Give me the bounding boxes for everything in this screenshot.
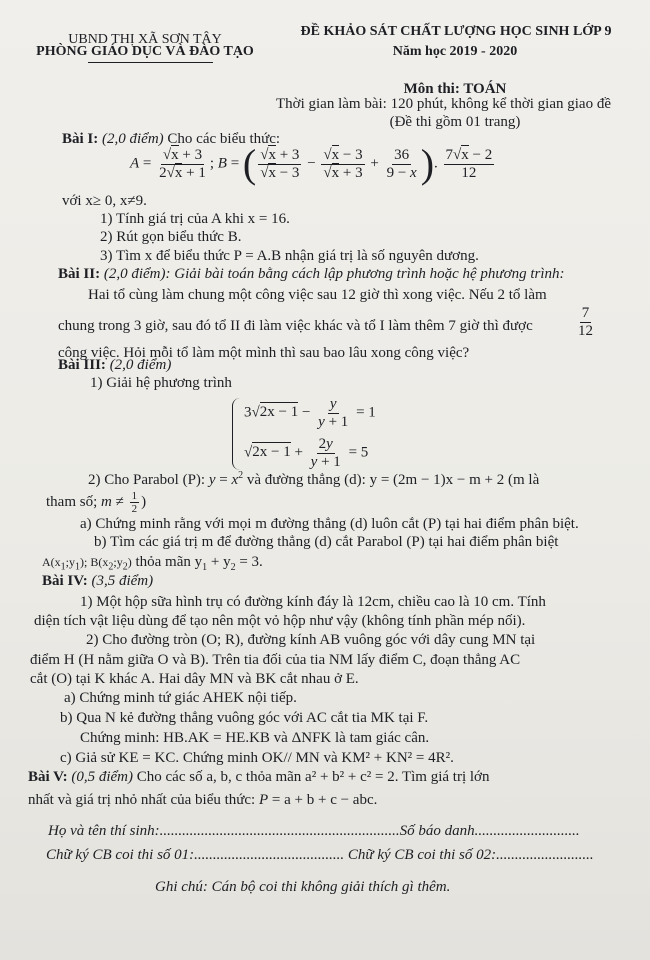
bai3-qa: a) Chứng minh rằng với mọi m đường thẳng (d) luôn cắt (P) tại hai điểm phân biệt. [80,516,579,532]
bai5-line1 [28,768,489,786]
bai5-title: Bài V: [28,769,68,785]
bai2-heading [58,265,565,283]
bai2-fraction: $\frac{7}{12}$ [578,305,593,339]
bai3-q2-cont: tham số; m ≠ $\frac{1}{2}$ ) [46,490,147,516]
bai1-cond: với x≥ 0, x≠9. [62,193,147,209]
footer-note: Ghi chú: Cán bộ coi thi không giải thích gì thêm. [155,879,451,895]
bai3-points: (2,0 điểm) [109,357,172,373]
sign1-label: Chữ ký CB coi thi số 01: [46,847,195,863]
bai3-q2: 2) Cho Parabol (P): $y = x^2$ và đường thẳng (d): y = (2m − 1)x − m + 2 (m là [88,470,540,488]
bai1-intro: Cho các biểu thức: [167,131,281,147]
bai4-points: (3,5 điểm) [91,573,154,589]
eq1: 3√2x − 1 − $\frac{y}{y + 1}$ = 1 [244,396,376,430]
bai5-points: (0,5 điểm) [71,769,134,785]
bai1-title: Bài I: [62,131,99,147]
bai3-qb: b) Tìm các giá trị m để đường thẳng (d) cắt Parabol (P) tại hai điểm phân biệt [94,534,559,550]
candidate-name-label: Họ và tên thí sinh: [48,823,160,839]
bai2-points: (2,0 điểm): Giải bài toán bằng cách lập phương trình hoặc hệ phương trình: [103,266,565,282]
bai4-q1a: 1) Một hộp sữa hình trụ có đường kính đáy là 12cm, chiều cao là 10 cm. Tính [80,594,546,610]
sign2-label: Chữ ký CB coi thi số 02: [347,847,497,863]
bai2-line3: công việc. Hỏi mỗi tổ làm một mình thì sau bao lâu xong công việc? [58,345,470,361]
exam-title: ĐỀ KHẢO SÁT CHẤT LƯỢNG HỌC SINH LỚP 9 [300,24,612,39]
bai5-text1: Cho các số a, b, c thỏa mãn a² + b² + c² = 2. Tìm giá trị lớn [136,769,490,785]
org-line2: PHÒNG GIÁO DỤC VÀ ĐÀO TẠO [36,44,254,59]
bai4-q2b: điểm H (H nằm giữa O và B). Trên tia đối của tia NM lấy điểm C, đoạn thẳng AC [30,652,521,668]
bai4-title: Bài IV: [42,573,88,589]
bai1-points: (2,0 điểm) [102,131,164,147]
bai3-title: Bài III: [58,357,106,373]
bai4-qb: b) Qua N kẻ đường thẳng vuông góc với AC cắt tia MK tại F. [60,710,429,726]
bai2-title: Bài II: [58,266,101,282]
bai3-q1: 1) Giải hệ phương trình [90,375,232,391]
subject: Môn thi: TOÁN [403,81,507,97]
org-underline [88,62,213,63]
org-line1: UBND THỊ XÃ SƠN TÂY [68,32,222,47]
eq2: √2x − 1 + $\frac{2y}{y + 1}$ = 5 [244,436,369,470]
school-year: Năm học 2019 - 2020 [392,44,518,59]
pages-note: (Đề thi gồm 01 trang) [389,114,521,130]
bai4-q2c: cắt (O) tại K khác A. Hai dây MN và BK cắt nhau ở E. [30,671,359,687]
bai4-qa: a) Chứng minh tứ giác AHEK nội tiếp. [64,690,297,706]
bai4-qc: c) Giả sử KE = KC. Chứng minh OK// MN và KM² + KN² = 4R². [60,750,454,766]
bai3-qb-cont: $A(x_1;y_1)$; $B(x_2;y_2)$ thỏa mãn $y_1 + y_2 = 3$. [42,554,263,573]
bai4-q1b: diện tích vật liệu dùng để tạo nên một vỏ hộp như vậy (không tính phần mép nối). [34,613,526,629]
bai1-q1: 1) Tính giá trị của A khi x = 16. [100,211,290,227]
bai4-q2a: 2) Cho đường tròn (O; R), đường kính AB vuông góc với dây cung MN tại [86,632,536,648]
bai5-line2: nhất và giá trị nhỏ nhất của biểu thức: P = a + b + c − abc. [28,792,378,808]
sbd-label: Số báo danh [399,823,475,839]
bai2-line2: chung trong 3 giờ, sau đó tổ II đi làm việc khác và tổ I làm thêm 7 giờ thì được [58,318,533,334]
bai4-heading [42,572,153,590]
bai3-heading [58,356,171,374]
bai4-qb2: Chứng minh: HB.AK = HE.KB và ΔNFK là tam giác cân. [80,730,430,746]
bai2-line1: Hai tổ cùng làm chung một công việc sau 12 giờ thì xong việc. Nếu 2 tổ làm [88,287,547,303]
candidate-name-line: Họ và tên thí sinh:................................................................Số báo danh............................ [48,823,580,839]
bai1-q3: 3) Tìm x để biểu thức P = A.B nhận giá trị là số nguyên dương. [100,248,479,264]
exam-time: Thời gian làm bài: 120 phút, không kể thời gian giao đề [276,96,611,112]
signature-line: Chữ ký CB coi thi số 01:........................................ Chữ ký CB coi thi số 02:.......................... [46,847,594,863]
bai1-formula: A = $\frac{√x + 3}{2√x + 1}$ ; B = ( $\frac{√x + 3}{√x - 3}$ − $\frac{√x - 3}{√x + 3}$ + $\frac{36}{9 - x}$ ). $\frac{7√x - 2}{12}$ [130,141,493,186]
bai1-q2: 2) Rút gọn biểu thức B. [100,229,242,245]
